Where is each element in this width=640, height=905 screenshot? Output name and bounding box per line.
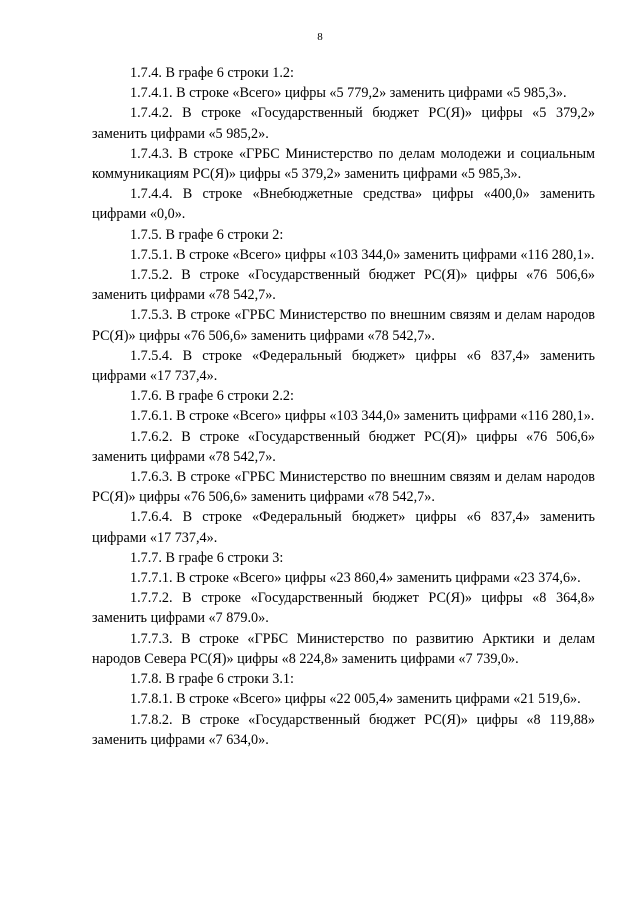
paragraph-1-7-7-2: 1.7.7.2. В строке «Государственный бюджет РС(Я)» цифры «8 364,8» заменить цифрами «7 879.0». (92, 590, 595, 627)
paragraph-1-7-5-3: 1.7.5.3. В строке «ГРБС Министерство по внешним связям и делам народов РС(Я)» цифры «76 506,6» заменить цифрами «78 542,7». (92, 307, 595, 344)
paragraph-1-7-4: 1.7.4. В графе 6 строки 1.2: (130, 65, 294, 81)
paragraph-1-7-4-1: 1.7.4.1. В строке «Всего» цифры «5 779,2» заменить цифрами «5 985,3». (130, 85, 567, 102)
paragraph-1-7-4-3: 1.7.4.3. В строке «ГРБС Министерство по делам молодежи и социальным коммуникациям РС(Я)» цифры «5 379,2» заменить цифрами «5 985,3». (92, 145, 595, 183)
paragraph-1-7-4-4: 1.7.4.4. В строке «Внебюджетные средства» цифры «400,0» заменить цифрами «0,0». (92, 186, 595, 223)
paragraph-1-7-6-1: 1.7.6.1. В строке «Всего» цифры «103 344,0» заменить цифрами «116 280,1». (130, 408, 595, 425)
paragraph-1-7-5: 1.7.5. В графе 6 строки 2: (130, 226, 284, 243)
paragraph-1-7-6-2: 1.7.6.2. В строке «Государственный бюджет РС(Я)» цифры «76 506,6» заменить цифрами «78 542,7». (92, 428, 595, 465)
paragraph-1-7-5-2: 1.7.5.2. В строке «Государственный бюджет РС(Я)» цифры «76 506,6» заменить цифрами «78 542,7». (92, 267, 595, 304)
paragraph-1-7-4-2: 1.7.4.2. В строке «Государственный бюджет РС(Я)» цифры «5 379,2» заменить цифрами «5 985,2». (92, 105, 595, 142)
paragraph-1-7-8: 1.7.8. В графе 6 строки 3.1: (130, 671, 294, 688)
paragraph-1-7-8-1: 1.7.8.1. В строке «Всего» цифры «22 005,4» заменить цифрами «21 519,6». (130, 691, 581, 708)
paragraph-1-7-5-4: 1.7.5.4. В строке «Федеральный бюджет» цифры «6 837,4» заменить цифрами «17 737,4». (92, 347, 595, 385)
paragraph-1-7-7: 1.7.7. В графе 6 строки 3: (130, 549, 284, 566)
paragraph-1-7-7-3: 1.7.7.3. В строке «ГРБС Министерство по развитию Арктики и делам народов Севера РС(Я)» цифры «8 224,8» заменить цифрами «7 739,0». (92, 630, 595, 667)
paragraph-1-7-8-2: 1.7.8.2. В строке «Государственный бюджет РС(Я)» цифры «8 119,88» заменить цифрами «7 634,0». (92, 711, 595, 748)
page-number: 8 (317, 31, 323, 43)
paragraph-1-7-7-1: 1.7.7.1. В строке «Всего» цифры «23 860,4» заменить цифрами «23 374,6». (130, 570, 581, 587)
paragraph-1-7-5-1: 1.7.5.1. В строке «Всего» цифры «103 344,0» заменить цифрами «116 280,1». (130, 246, 595, 263)
paragraph-1-7-6: 1.7.6. В графе 6 строки 2.2: (130, 388, 294, 405)
paragraph-1-7-6-3: 1.7.6.3. В строке «ГРБС Министерство по внешним связям и делам народов РС(Я)» цифры «76 506,6» заменить цифрами «78 542,7». (92, 469, 595, 506)
document-body (92, 63, 595, 750)
paragraph-1-7-6-4: 1.7.6.4. В строке «Федеральный бюджет» цифры «6 837,4» заменить цифрами «17 737,4». (92, 509, 595, 546)
